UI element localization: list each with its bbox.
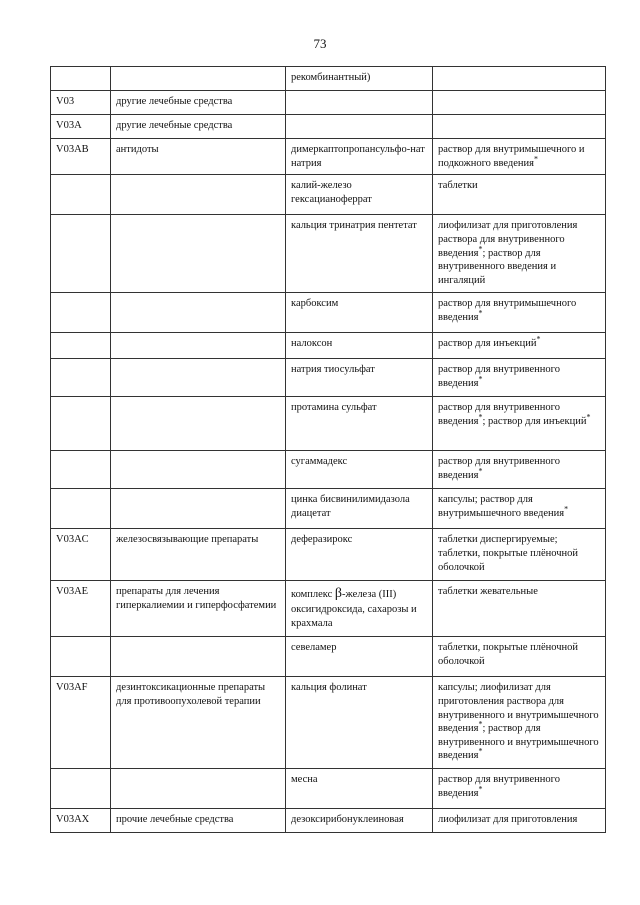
- table-row: [51, 215, 606, 293]
- atc-code-cell: [51, 215, 111, 293]
- table-row: [51, 359, 606, 397]
- dosage-form-cell: раствор для внутривенного введения*: [433, 769, 606, 809]
- drug-name-cell: [286, 91, 433, 115]
- dosage-form-cell: таблетки: [433, 175, 606, 215]
- atc-code-cell: [51, 67, 111, 91]
- atc-code-cell: [51, 333, 111, 359]
- drug-name-cell: [286, 115, 433, 139]
- drug-name-cell: рекомбинантный): [286, 67, 433, 91]
- dosage-form-cell: раствор для инъекций*: [433, 333, 606, 359]
- dosage-form-cell: лиофилизат для приготовления раствора для внутривенного введения*; раствор для внутривенного введения и ингаляций: [433, 215, 606, 293]
- dosage-form-cell: раствор для внутримышечного введения*: [433, 293, 606, 333]
- drug-name-cell: кальция тринатрия пентетат: [286, 215, 433, 293]
- group-name-cell: антидоты: [111, 139, 286, 175]
- drug-name-cell: сугаммадекс: [286, 451, 433, 489]
- table-row: [51, 769, 606, 809]
- dosage-form-cell: раствор для внутривенного введения*: [433, 359, 606, 397]
- table-row: [51, 809, 606, 833]
- drug-name-cell: карбоксим: [286, 293, 433, 333]
- group-name-cell: дезинтоксикационные препараты для противоопухолевой терапии: [111, 677, 286, 769]
- table-row: [51, 115, 606, 139]
- atc-code-cell: V03AB: [51, 139, 111, 175]
- table-row: [51, 451, 606, 489]
- drug-table: [50, 66, 606, 833]
- dosage-form-cell: капсулы; лиофилизат для приготовления раствора для внутривенного и внутримышечного введения*; раствор для внутривенного и внутримышечного введения*: [433, 677, 606, 769]
- atc-code-cell: V03: [51, 91, 111, 115]
- dosage-form-cell: раствор для внутривенного введения*; раствор для инъекций*: [433, 397, 606, 451]
- dosage-form-cell: [433, 67, 606, 91]
- table-row: [51, 67, 606, 91]
- group-name-cell: [111, 175, 286, 215]
- group-name-cell: [111, 637, 286, 677]
- group-name-cell: [111, 293, 286, 333]
- group-name-cell: [111, 67, 286, 91]
- table-body: [51, 67, 606, 833]
- group-name-cell: прочие лечебные средства: [111, 809, 286, 833]
- table-row: [51, 489, 606, 529]
- atc-code-cell: V03AE: [51, 581, 111, 637]
- table-row: [51, 293, 606, 333]
- atc-code-cell: [51, 293, 111, 333]
- dosage-form-cell: таблетки жевательные: [433, 581, 606, 637]
- drug-name-cell: цинка бисвинилимидазола диацетат: [286, 489, 433, 529]
- table-row: [51, 139, 606, 175]
- table-row: [51, 637, 606, 677]
- atc-code-cell: [51, 637, 111, 677]
- atc-code-cell: V03AF: [51, 677, 111, 769]
- drug-name-cell: натрия тиосульфат: [286, 359, 433, 397]
- group-name-cell: [111, 769, 286, 809]
- dosage-form-cell: [433, 115, 606, 139]
- atc-code-cell: [51, 769, 111, 809]
- atc-code-cell: [51, 489, 111, 529]
- drug-name-cell: кальция фолинат: [286, 677, 433, 769]
- drug-name-cell: протамина сульфат: [286, 397, 433, 451]
- table-row: [51, 333, 606, 359]
- group-name-cell: железосвязывающие препараты: [111, 529, 286, 581]
- dosage-form-cell: раствор для внутривенного введения*: [433, 451, 606, 489]
- atc-code-cell: V03AC: [51, 529, 111, 581]
- drug-name-cell: димеркаптопропансульфо-нат натрия: [286, 139, 433, 175]
- dosage-form-cell: капсулы; раствор для внутримышечного введения*: [433, 489, 606, 529]
- page-number: 73: [313, 36, 327, 51]
- dosage-form-cell: лиофилизат для приготовления: [433, 809, 606, 833]
- group-name-cell: [111, 397, 286, 451]
- dosage-form-cell: раствор для внутримышечного и подкожного введения*: [433, 139, 606, 175]
- group-name-cell: другие лечебные средства: [111, 91, 286, 115]
- atc-code-cell: [51, 397, 111, 451]
- table-row: [51, 677, 606, 769]
- group-name-cell: [111, 451, 286, 489]
- group-name-cell: препараты для лечения гиперкалиемии и гиперфосфатемии: [111, 581, 286, 637]
- drug-name-cell: дезоксирибонуклеиновая: [286, 809, 433, 833]
- group-name-cell: [111, 359, 286, 397]
- dosage-form-cell: [433, 91, 606, 115]
- atc-code-cell: [51, 175, 111, 215]
- drug-name-cell: деферазирокс: [286, 529, 433, 581]
- group-name-cell: [111, 333, 286, 359]
- atc-code-cell: V03AX: [51, 809, 111, 833]
- table-row: [51, 581, 606, 637]
- dosage-form-cell: таблетки, покрытые плёночной оболочкой: [433, 637, 606, 677]
- table-row: [51, 529, 606, 581]
- table-row: [51, 175, 606, 215]
- drug-name-cell: месна: [286, 769, 433, 809]
- atc-code-cell: V03A: [51, 115, 111, 139]
- group-name-cell: [111, 215, 286, 293]
- group-name-cell: [111, 489, 286, 529]
- atc-code-cell: [51, 451, 111, 489]
- drug-name-cell: севеламер: [286, 637, 433, 677]
- group-name-cell: другие лечебные средства: [111, 115, 286, 139]
- drug-name-cell: комплекс β-железа (III) оксигидроксида, сахарозы и крахмала: [286, 581, 433, 637]
- drug-name-cell: калий-железо гексацианоферрат: [286, 175, 433, 215]
- dosage-form-cell: таблетки диспергируемые; таблетки, покрытые плёночной оболочкой: [433, 529, 606, 581]
- atc-code-cell: [51, 359, 111, 397]
- drug-name-cell: налоксон: [286, 333, 433, 359]
- table-row: [51, 397, 606, 451]
- table-row: [51, 91, 606, 115]
